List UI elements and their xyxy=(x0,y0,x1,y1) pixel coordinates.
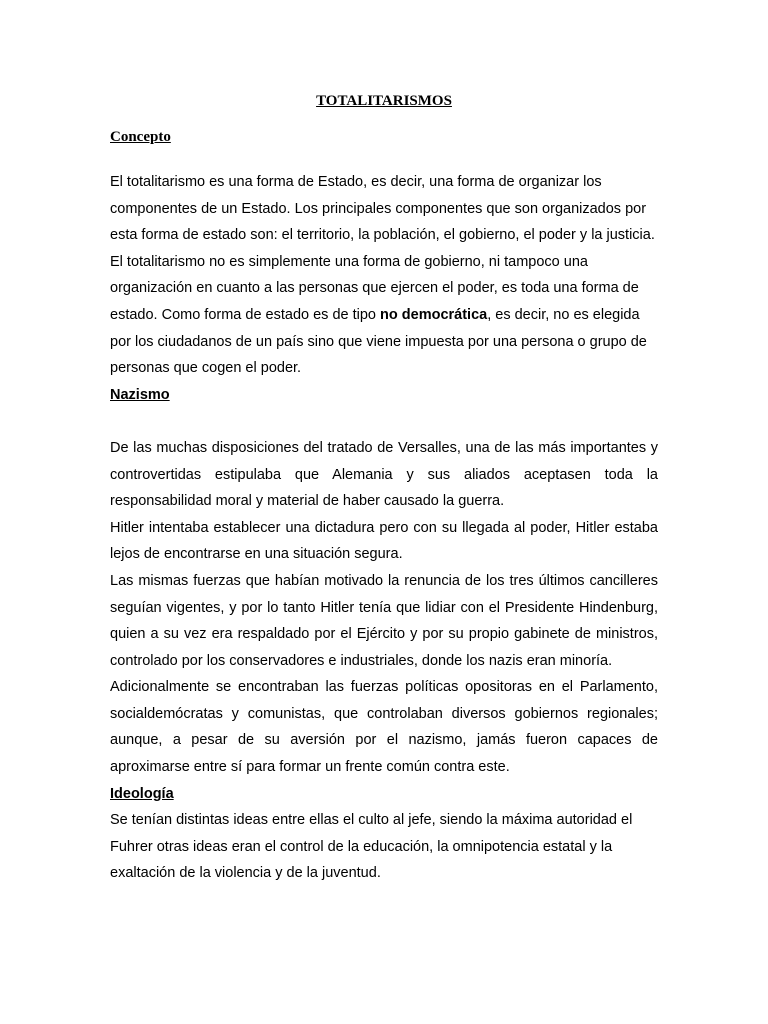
nazismo-paragraph-3: Las mismas fuerzas que habían motivado la renuncia de los tres últimos cancilleres seguían vigentes, y por lo tanto Hitler tenía que lidiar con el Presidente Hindenburg, quien a su vez era respaldado por el Ejército y por su propio gabinete de ministros, controlado por los conservadores e industriales, donde los nazis eran minoría. xyxy=(110,572,658,669)
section-ideologia xyxy=(110,781,658,887)
ideologia-paragraph-1: Se tenían distintas ideas entre ellas el culto al jefe, siendo la máxima autoridad el Fuhrer otras ideas eran el control de la educación, la omnipotencia estatal y la exaltación de la violencia y de la juventud. xyxy=(110,812,633,882)
concepto-paragraph-2 xyxy=(110,249,658,382)
concepto-paragraph-1: El totalitarismo es una forma de Estado, es decir, una forma de organizar los componentes de un Estado. Los principales componentes que son organizados por esta forma de estado son: el territorio, la población, el gobierno, el poder y la justicia. xyxy=(110,174,655,244)
concepto-paragraph-2-text-end: , es decir, no es elegida por los ciudadanos de un país sino que viene impuesta por una persona o grupo de personas que cogen el poder. xyxy=(110,306,647,377)
emphasis-no-democratica: no democrática xyxy=(380,306,488,323)
ideologia-heading: Ideología xyxy=(110,785,174,802)
nazismo-paragraph-4: Adicionalmente se encontraban las fuerzas políticas opositoras en el Parlamento, socialdemócratas y comunistas, que controlaban diversos gobiernos regionales; aunque, a pesar de su aversión por el nazismo, jamás fueron capaces de aproximarse entre sí para formar un frente común contra este. xyxy=(110,679,658,776)
concepto-heading: Concepto xyxy=(110,129,171,145)
nazismo-paragraph-1: De las muchas disposiciones del tratado de Versalles, una de las más importantes y controvertidas estipulaba que Alemania y sus aliados aceptasen toda la responsabilidad moral y material de haber causado la guerra. xyxy=(110,439,658,510)
document-body xyxy=(110,92,658,887)
section-concepto xyxy=(110,128,658,382)
paragraph-spacer xyxy=(110,408,658,435)
section-nazismo xyxy=(110,382,658,781)
nazismo-paragraph-2: Hitler intentaba establecer una dictadura pero con su llegada al poder, Hitler estaba lejos de encontrarse en una situación segura. xyxy=(110,519,658,563)
document-title: TOTALITARISMOS xyxy=(316,93,452,109)
concepto-paragraph-2-text-start: El totalitarismo no es simplemente una forma de gobierno, ni tampoco una organización en cuanto a las personas que ejercen el poder, es toda una forma de estado. Como forma de estado es de tipo xyxy=(110,253,639,323)
nazismo-heading: Nazismo xyxy=(110,386,170,403)
